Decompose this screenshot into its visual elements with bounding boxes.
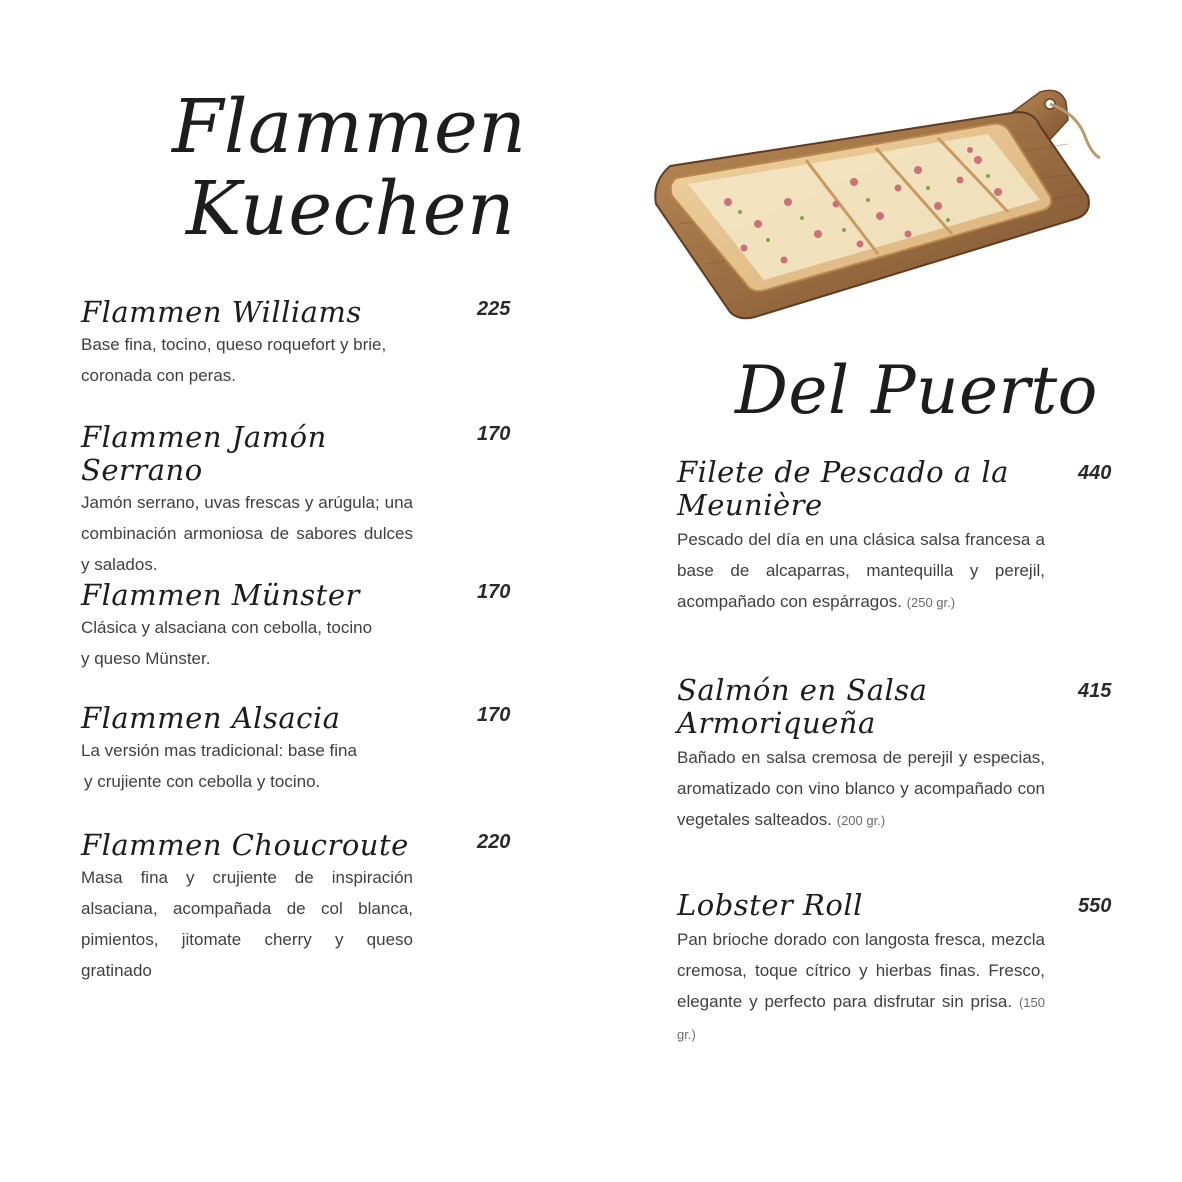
flammen-title-line2: Kuechen [186, 166, 516, 252]
item-description-text: Bañado en salsa cremosa de perejil y especias, aromatizado con vino blanco y acompañado con vegetales salteados. [677, 748, 1045, 829]
item-price: 225 [477, 298, 511, 320]
item-name-line: Salmón en Salsa [677, 673, 928, 707]
menu-item-salmon-armoriquena [677, 673, 1112, 836]
item-description-line: y queso Münster. [81, 649, 211, 668]
menu-item-filete-meuniere [677, 455, 1112, 618]
item-price: 440 [1078, 462, 1112, 484]
item-description [677, 924, 1045, 1050]
menu-item-flammen-choucroute [81, 828, 511, 986]
item-name: Flammen Jamón Serrano [81, 420, 327, 487]
item-name: Flammen Choucroute [81, 828, 409, 862]
item-description: Jamón serrano, uvas frescas y arúgula; una combinación armoniosa de sabores dulces y salados. [81, 493, 413, 574]
item-name: Flammen Alsacia [81, 701, 341, 735]
flammkuchen-board-image [648, 84, 1108, 334]
item-description-text: Pescado del día en una clásica salsa francesa a base de alcaparras, mantequilla y perejil, acompañado con espárragos. [677, 530, 1045, 611]
item-description [81, 612, 413, 674]
item-price: 220 [477, 831, 511, 853]
item-name: Lobster Roll [677, 888, 863, 922]
item-name-line: Filete de Pescado a la [677, 455, 1009, 489]
item-weight: (150 gr.) [677, 995, 1045, 1042]
item-name-line: Armoriqueña [677, 706, 876, 740]
item-price: 550 [1078, 895, 1112, 917]
menu-item-lobster-roll [677, 888, 1112, 1050]
item-description-line: y crujiente con cebolla y tocino. [84, 772, 321, 791]
item-name-line: Meunière [677, 488, 823, 522]
item-description [81, 735, 413, 797]
item-description-text: Pan brioche dorado con langosta fresca, mezcla cremosa, toque cítrico y hierbas finas. Fresco, elegante y perfecto para disfrutar sin prisa. [677, 930, 1045, 1011]
item-price: 415 [1078, 680, 1112, 702]
puerto-title: Del Puerto [735, 352, 1098, 429]
item-price: 170 [477, 704, 511, 726]
item-price: 170 [477, 423, 511, 445]
flammen-title-line1: Flammen [172, 84, 527, 170]
menu-item-flammen-munster [81, 578, 511, 674]
item-description-line: La versión mas tradicional: base fina [81, 741, 357, 760]
menu-item-flammen-alsacia [81, 701, 511, 797]
item-price: 170 [477, 581, 511, 603]
item-name [677, 674, 1045, 740]
menu-item-flammen-williams [81, 295, 511, 391]
item-description [677, 524, 1045, 618]
item-name: Flammen Williams [81, 295, 362, 329]
item-name: Flammen Münster [81, 578, 360, 612]
item-description: Base fina, tocino, queso roquefort y brie, coronada con peras. [81, 335, 387, 385]
menu-item-flammen-jamon-serrano [81, 420, 511, 580]
item-weight: (200 gr.) [836, 813, 886, 828]
item-description [677, 742, 1045, 836]
item-description-line: Clásica y alsaciana con cebolla, tocino [81, 618, 373, 637]
item-weight: (250 gr.) [906, 595, 956, 610]
item-name [677, 456, 1045, 522]
item-description: Masa fina y crujiente de inspiración alsaciana, acompañada de col blanca, pimientos, jitomate cherry y queso gratinado [81, 868, 413, 980]
